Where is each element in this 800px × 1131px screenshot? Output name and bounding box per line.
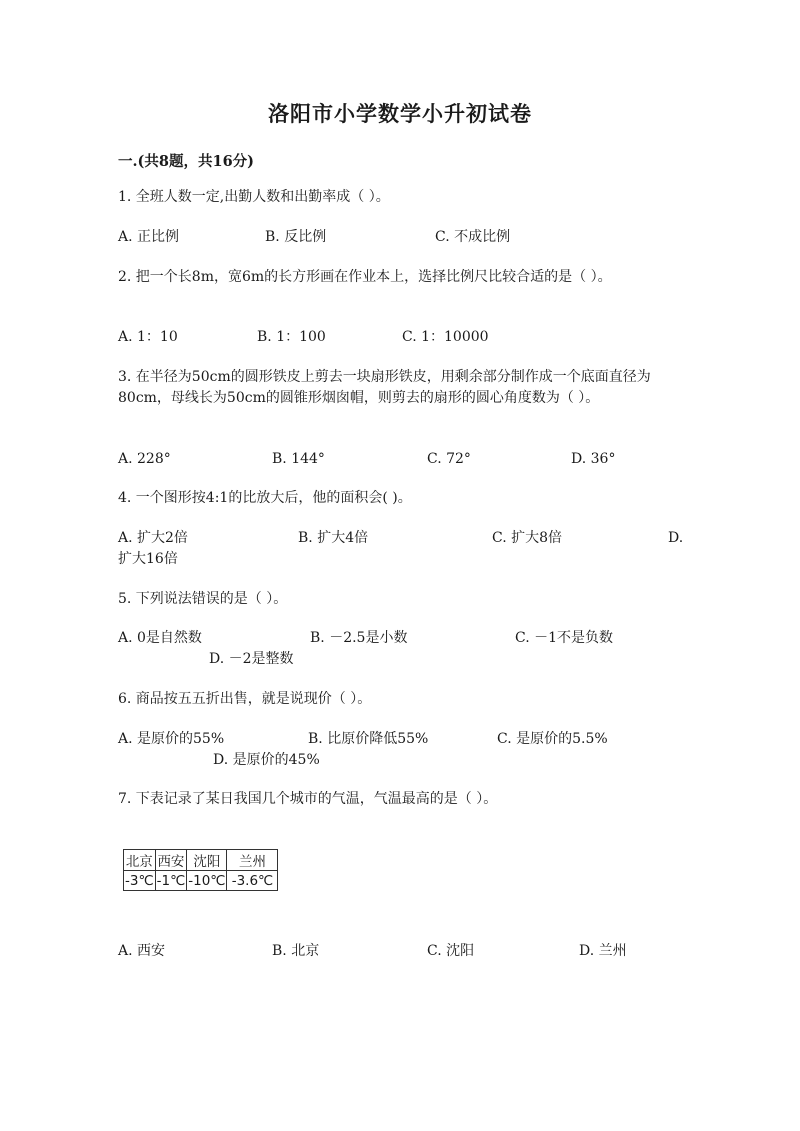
q5-option-b[interactable]: B. －2.5是小数 xyxy=(310,630,408,646)
q4-option-d[interactable]: D. xyxy=(668,530,684,546)
question-6: 6. 商品按五五折出售，就是说现价（ ）。 xyxy=(118,691,372,707)
q2-option-c[interactable]: C. 1：10000 xyxy=(402,329,489,345)
temperature-table xyxy=(123,849,278,891)
temp-cell: -3.6℃ xyxy=(227,871,278,891)
temp-cell: -3℃ xyxy=(125,872,154,889)
q1-option-c[interactable]: C. 不成比例 xyxy=(435,229,511,245)
temp-cell: -1℃ xyxy=(156,872,186,889)
q7-option-b[interactable]: B. 北京 xyxy=(272,943,320,959)
q5-option-c[interactable]: C. －1不是负数 xyxy=(515,630,614,646)
question-2: 2. 把一个长8m，宽6m的长方形画在作业本上，选择比例尺比较合适的是（ ）。 xyxy=(118,269,612,285)
q7-option-a[interactable]: A. 西安 xyxy=(118,943,166,959)
q3-option-d[interactable]: D. 36° xyxy=(571,451,616,467)
question-4: 4. 一个图形按4:1的比放大后，他的面积会( )。 xyxy=(118,490,412,506)
city-cell: 北京 xyxy=(124,850,156,871)
city-cell: 沈阳 xyxy=(187,850,227,871)
q5-option-d[interactable]: D. －2是整数 xyxy=(209,651,294,667)
q2-option-b[interactable]: B. 1：100 xyxy=(257,329,326,345)
table-row xyxy=(124,871,278,891)
city-cell: 西安 xyxy=(155,850,187,871)
q4-option-b[interactable]: B. 扩大4倍 xyxy=(298,530,369,546)
q4-option-c[interactable]: C. 扩大8倍 xyxy=(492,530,563,546)
q2-option-a[interactable]: A. 1：10 xyxy=(118,329,178,345)
q7-option-d[interactable]: D. 兰州 xyxy=(579,943,627,959)
section-heading: 一.(共8题，共16分) xyxy=(118,153,255,170)
q3-option-a[interactable]: A. 228° xyxy=(118,451,171,467)
q4-option-d-text[interactable]: 扩大16倍 xyxy=(118,551,178,567)
question-1: 1. 全班人数一定,出勤人数和出勤率成（ ）。 xyxy=(118,189,390,205)
table-row xyxy=(124,850,278,871)
q4-option-a[interactable]: A. 扩大2倍 xyxy=(118,530,188,546)
question-7: 7. 下表记录了某日我国几个城市的气温，气温最高的是（ ）。 xyxy=(118,791,498,807)
q3-option-b[interactable]: B. 144° xyxy=(272,451,325,467)
q6-option-d[interactable]: D. 是原价的45% xyxy=(213,752,320,768)
temp-cell: -10℃ xyxy=(188,872,226,889)
q7-option-c[interactable]: C. 沈阳 xyxy=(427,943,475,959)
q5-option-a[interactable]: A. 0是自然数 xyxy=(118,630,202,646)
city-cell: 兰州 xyxy=(227,850,278,871)
q6-option-b[interactable]: B. 比原价降低55% xyxy=(308,731,429,747)
q1-option-a[interactable]: A. 正比例 xyxy=(118,229,180,245)
q6-option-a[interactable]: A. 是原价的55% xyxy=(118,731,225,747)
q6-option-c[interactable]: C. 是原价的5.5% xyxy=(497,731,608,747)
page-title: 洛阳市小学数学小升初试卷 xyxy=(268,101,532,126)
q1-option-b[interactable]: B. 反比例 xyxy=(265,229,327,245)
question-5: 5. 下列说法错误的是（ ）。 xyxy=(118,591,288,607)
question-3: 3. 在半径为50cm的圆形铁皮上剪去一块扇形铁皮，用剩余部分制作成一个底面直径为80cm，母线长为50cm的圆锥形烟囱帽，则剪去的扇形的圆心角度数为（ ）。 xyxy=(118,369,651,406)
q3-option-c[interactable]: C. 72° xyxy=(427,451,471,467)
